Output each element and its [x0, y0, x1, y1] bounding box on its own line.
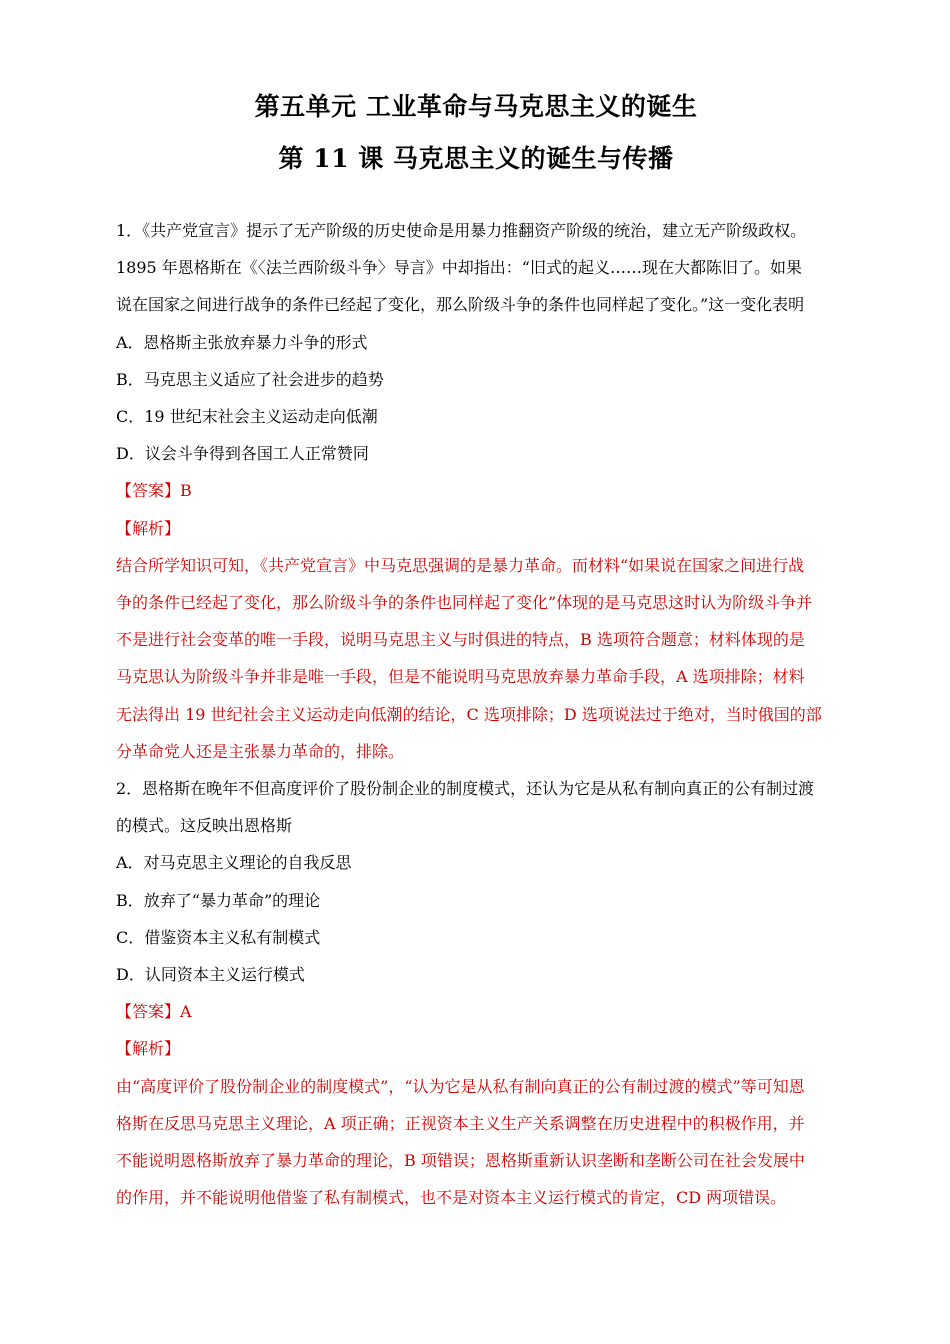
analysis-line: 争的条件已经起了变化，那么阶级斗争的条件也同样起了变化”体现的是马克思这时认为阶级斗争并 [116, 593, 813, 613]
question-stem-line: 2．恩格斯在晚年不但高度评价了股份制企业的制度模式，还认为它是从私有制向真正的公有制过渡 [116, 779, 815, 799]
analysis-line: 不是进行社会变革的唯一手段，说明马克思主义与时俱进的特点，B 选项符合题意；材料体现的是 [116, 630, 805, 650]
answer-label: 【答案】A [116, 1002, 192, 1022]
unit-title: 第五单元 工业革命与马克思主义的诞生 [254, 92, 698, 121]
analysis-line: 无法得出 19 世纪社会主义运动走向低潮的结论，C 选项排除；D 选项说法过于绝对，当时俄国的部 [116, 704, 822, 724]
option-b: B．放弃了“暴力革命”的理论 [116, 890, 321, 910]
analysis-line: 马克思认为阶级斗争并非是唯一手段，但是不能说明马克思放弃暴力革命手段，A 选项排除；材料 [116, 667, 805, 687]
analysis-line: 不能说明恩格斯放弃了暴力革命的理论，B 项错误；恩格斯重新认识垄断和垄断公司在社会发展中 [116, 1151, 805, 1171]
question-stem-line: 1．《共产党宣言》提示了无产阶级的历史使命是用暴力推翻资产阶级的统治，建立无产阶级政权。 [116, 221, 807, 240]
analysis-label: 【解析】 [116, 1039, 181, 1059]
option-d: D．认同资本主义运行模式 [116, 965, 305, 985]
question-stem-line: 的模式。这反映出恩格斯 [116, 816, 293, 836]
analysis-line: 格斯在反思马克思主义理论，A 项正确；正视资本主义生产关系调整在历史进程中的积极作用，并 [116, 1113, 805, 1133]
option-a: A．恩格斯主张放弃暴力斗争的形式 [116, 332, 368, 352]
lesson-title: 第 11 课 马克思主义的诞生与传播 [278, 144, 674, 173]
analysis-line: 由“高度评价了股份制企业的制度模式”，“认为它是从私有制向真正的公有制过渡的模式”等可知恩 [116, 1076, 805, 1096]
option-d: D．议会斗争得到各国工人正常赞同 [116, 444, 369, 464]
option-c: C．借鉴资本主义私有制模式 [116, 927, 321, 947]
analysis-label: 【解析】 [116, 518, 181, 538]
analysis-line: 的作用，并不能说明他借鉴了私有制模式，也不是对资本主义运行模式的肯定，CD 两项错误。 [116, 1188, 787, 1208]
option-b: B．马克思主义适应了社会进步的趋势 [116, 369, 384, 389]
question-stem-line: 1895 年恩格斯在《〈法兰西阶级斗争〉导言》中却指出：“旧式的起义……现在大都陈旧了。如果 [116, 258, 802, 278]
option-c: C．19 世纪末社会主义运动走向低潮 [116, 407, 378, 427]
question-1 [116, 212, 836, 770]
question-2 [116, 770, 836, 1216]
document-body [116, 212, 836, 1216]
option-a: A．对马克思主义理论的自我反思 [116, 853, 352, 873]
analysis-line: 结合所学知识可知，《共产党宣言》中马克思强调的是暴力革命。而材料“如果说在国家之间进行战 [116, 555, 805, 575]
question-stem-line: 说在国家之间进行战争的条件已经起了变化，那么阶级斗争的条件也同样起了变化。”这一变化表明 [116, 295, 805, 315]
answer-label: 【答案】B [116, 481, 192, 501]
analysis-line: 分革命党人还是主张暴力革命的，排除。 [116, 741, 405, 761]
